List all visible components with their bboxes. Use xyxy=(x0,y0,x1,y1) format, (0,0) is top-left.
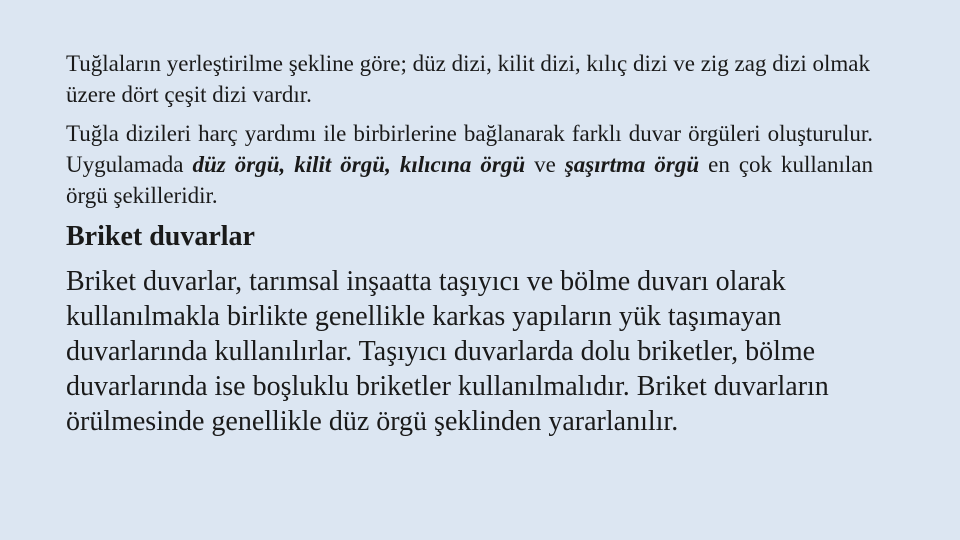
briket-paragraph: Briket duvarlar, tarımsal inşaatta taşıyıcı ve bölme duvarı olarak kullanılmakla birlikte genellikle karkas yapıların yük taşımayan duvarlarında kullanılırlar. Taşıyıcı duvarlarda dolu briketler, bölme duvarlarında ise boşluklu briketler kullanılmalıdır. Briket duvarların örülmesinde genellikle düz örgü şeklinden yararlanılır. xyxy=(66,266,829,437)
bonding-paragraph xyxy=(66,118,873,211)
bonding-text-2: en çok kullanılan örgü şekilleridir. xyxy=(66,152,874,208)
section-heading: Briket duvarlar xyxy=(66,221,255,252)
bonding-text-1: Tuğla dizileri harç yardımı ile birbirlerine bağlanarak farklı duvar örgüleri oluşturulur. Uygulamada xyxy=(66,121,873,177)
term-sasirtma-orgu: şaşırtma örgü xyxy=(564,152,700,177)
term-duz-orgu: düz örgü xyxy=(192,152,280,177)
term-kilit-orgu: kilit örgü xyxy=(294,152,386,177)
term-separator-2: , xyxy=(385,152,400,177)
term-separator-3: ve xyxy=(525,152,565,177)
term-kilicina-orgu: kılıcına örgü xyxy=(399,152,526,177)
intro-paragraph: Tuğlaların yerleştirilme şekline göre; düz dizi, kilit dizi, kılıç dizi ve zig zag dizi olmak üzere dört çeşit dizi vardır. xyxy=(66,51,870,107)
term-separator-1: , xyxy=(279,152,295,177)
